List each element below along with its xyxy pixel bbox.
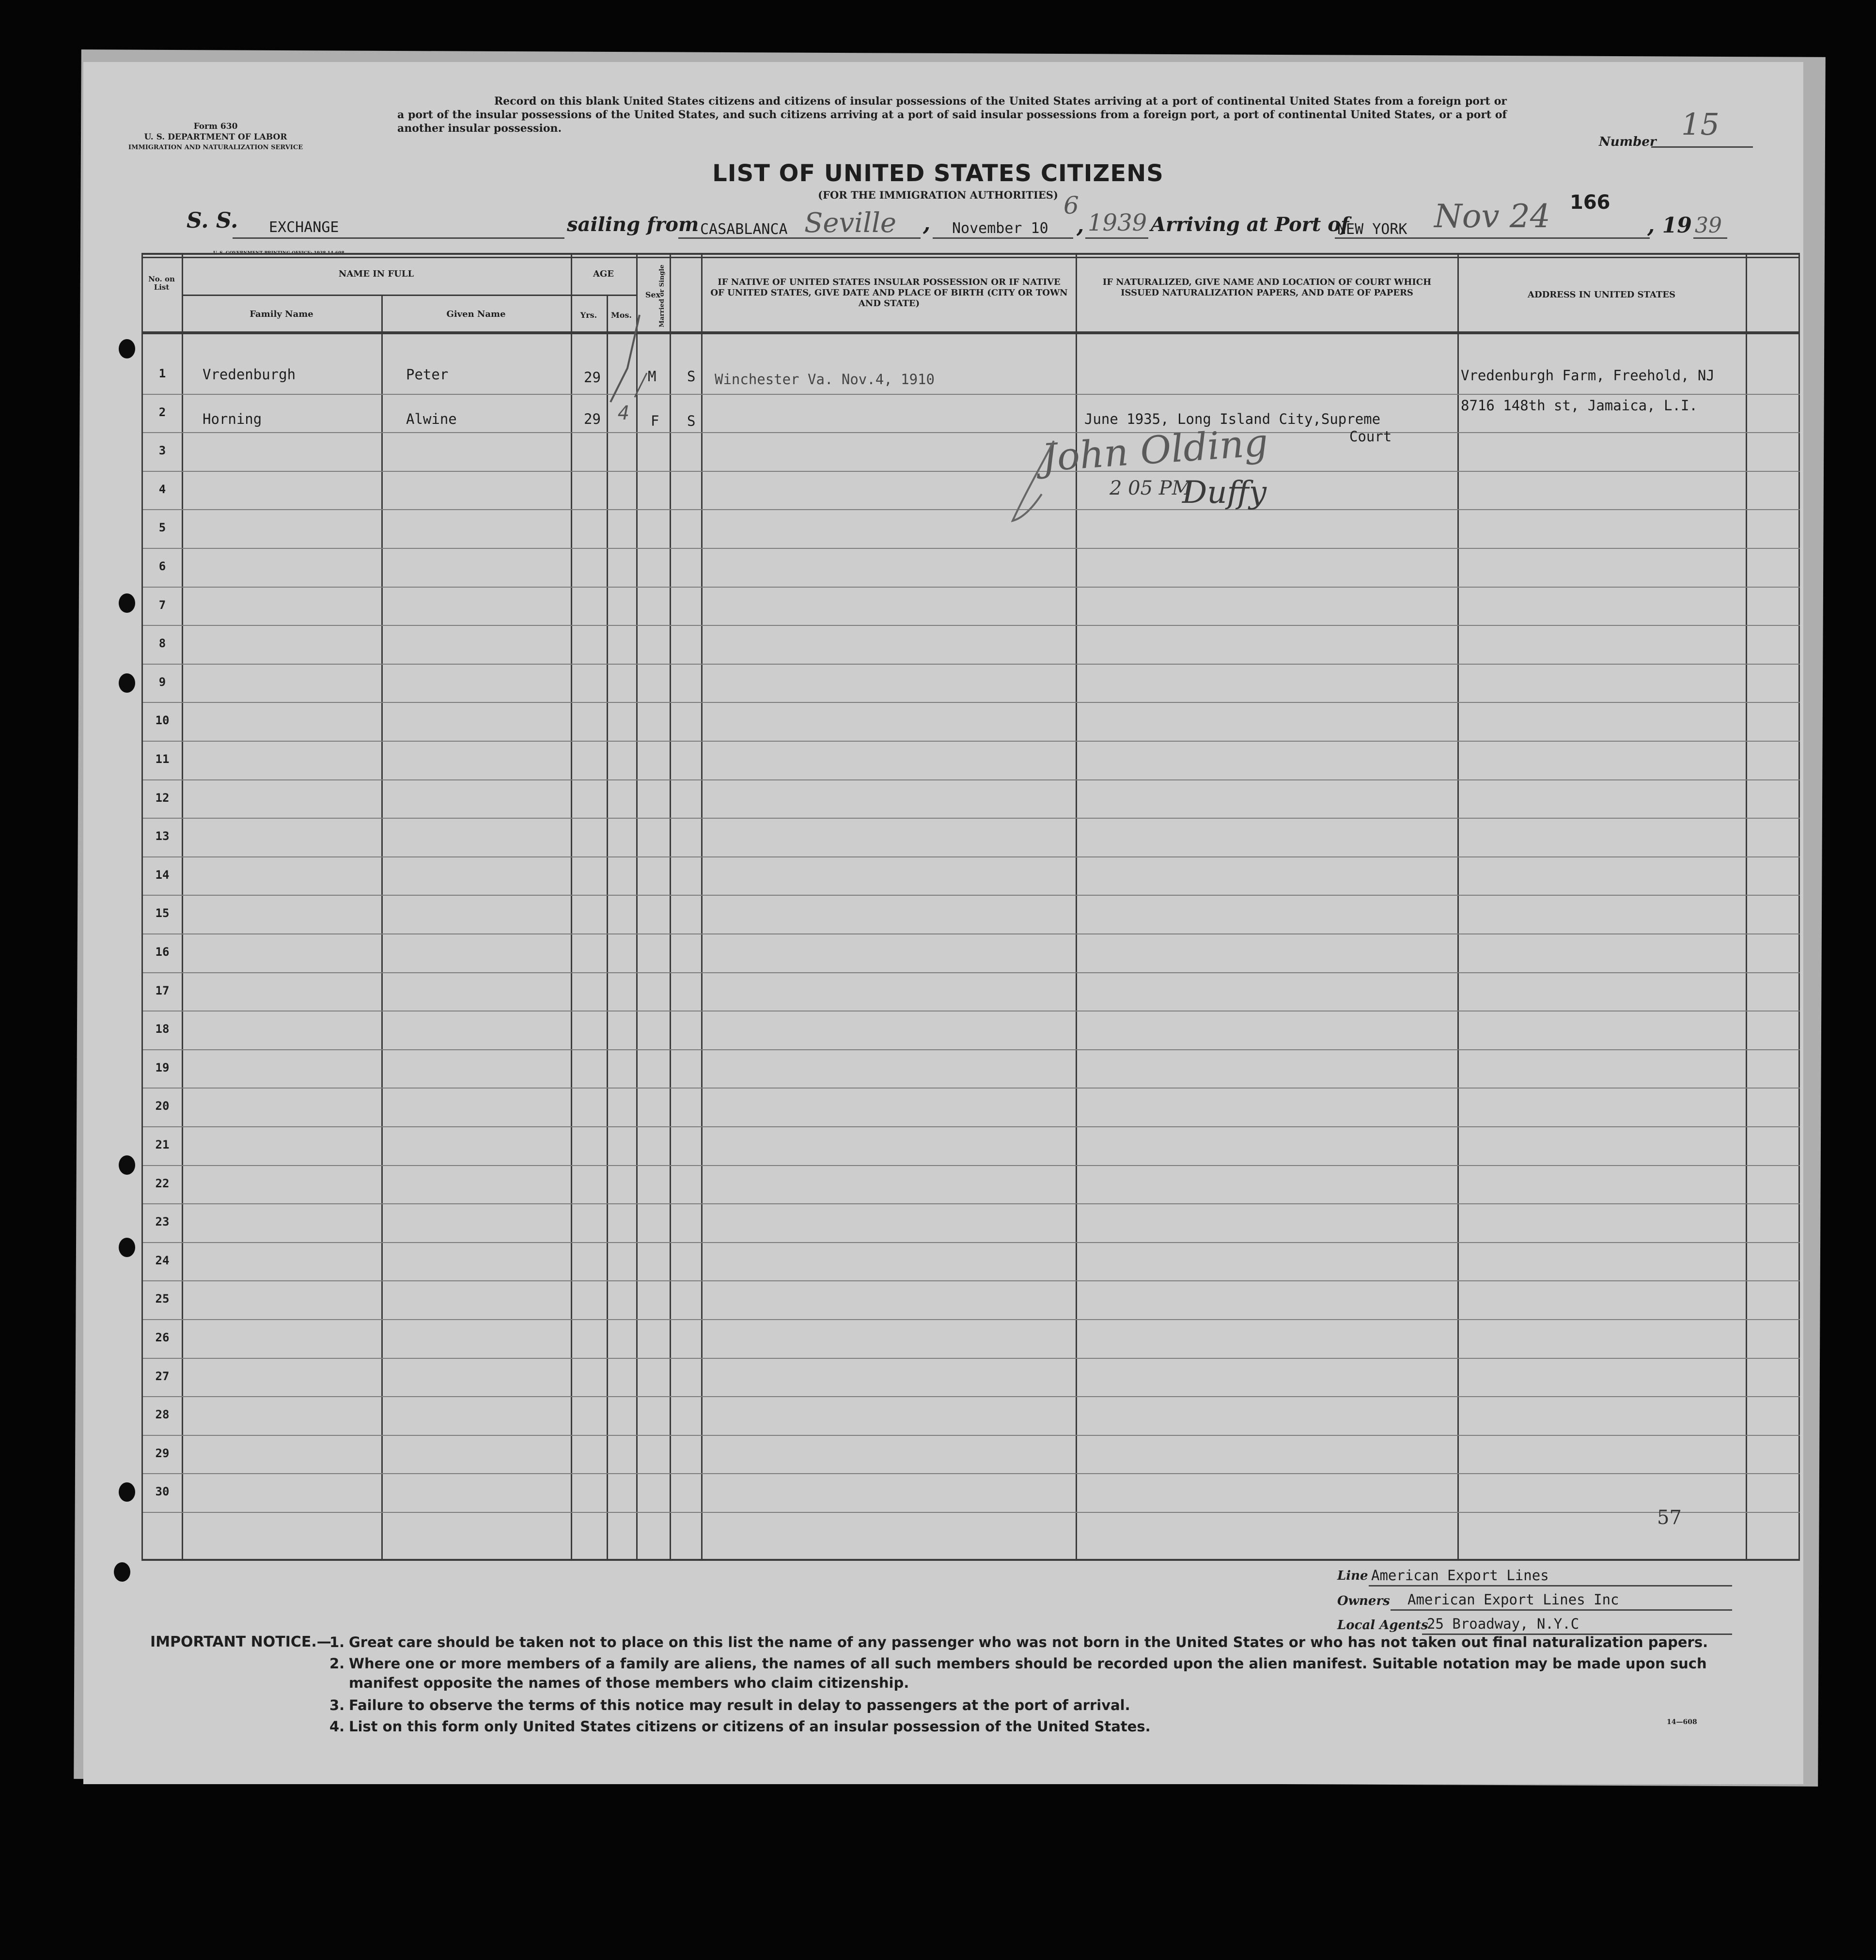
column-divider xyxy=(607,296,608,1561)
punch-hole xyxy=(119,593,135,613)
form-identifier xyxy=(109,121,322,153)
row-number: 19 xyxy=(155,1061,170,1074)
birth-details: Winchester Va. Nov.4, 1910 xyxy=(715,371,935,388)
column-header-married: Married or Single xyxy=(658,264,666,327)
table-top-border xyxy=(143,257,1800,258)
row-number: 16 xyxy=(155,945,170,959)
column-header-given: Given Name xyxy=(446,309,506,319)
arrival-year: 39 xyxy=(1695,213,1722,238)
line-value: American Export Lines xyxy=(1371,1567,1549,1584)
name-subheader-line xyxy=(182,295,571,296)
header-bottom-border xyxy=(143,331,1800,334)
column-divider xyxy=(182,253,183,1561)
us-address: 8716 148th st, Jamaica, L.I. xyxy=(1461,397,1698,414)
row-number: 12 xyxy=(155,791,170,805)
row-rule xyxy=(143,856,1800,857)
row-rule xyxy=(143,1165,1800,1166)
notice-item xyxy=(329,1654,1739,1693)
comma: , xyxy=(1077,213,1084,238)
row-rule xyxy=(143,1358,1800,1359)
row-rule xyxy=(143,933,1800,934)
row-rule xyxy=(143,1088,1800,1089)
row-rule xyxy=(143,972,1800,973)
row-rule xyxy=(143,548,1800,549)
row-number: 21 xyxy=(155,1138,170,1151)
marital-status: S xyxy=(687,368,696,385)
row-number: 14 xyxy=(155,868,170,882)
column-header-yrs: Yrs. xyxy=(580,311,597,320)
row-rule xyxy=(143,394,1800,395)
row-number: 13 xyxy=(155,829,170,843)
owners-underline xyxy=(1391,1609,1732,1611)
column-header-naturalized: IF NATURALIZED, GIVE NAME AND LOCATION OF COURT WHICH ISSUED NATURALIZATION PAPERS, AND DATE OF PAPERS xyxy=(1102,277,1432,298)
family-name: Vredenburgh xyxy=(203,366,296,383)
row-rule xyxy=(143,625,1800,626)
row-number: 30 xyxy=(155,1485,170,1498)
notice-item-text: Where one or more members of a family are aliens, the names of all such members should be recorded upon the alien manifest. Suitable notation may be made upon such manifest opposite the names of those members who claim citizenship. xyxy=(349,1655,1707,1691)
column-divider xyxy=(636,253,638,1561)
column-header-age: AGE xyxy=(593,269,614,279)
row-rule xyxy=(143,1049,1800,1050)
arriving-label-text: Arriving at Port of xyxy=(1151,213,1349,236)
row-number: 29 xyxy=(155,1447,170,1460)
row-rule xyxy=(143,1126,1800,1127)
column-header-address: ADDRESS IN UNITED STATES xyxy=(1528,290,1675,300)
column-divider xyxy=(571,253,572,1561)
page-subtitle: (FOR THE IMMIGRATION AUTHORITIES) xyxy=(818,189,1058,201)
sailing-label: sailing from xyxy=(567,213,699,236)
sex: F xyxy=(651,413,659,429)
notice-item xyxy=(329,1633,1739,1652)
page-count: 57 xyxy=(1657,1507,1682,1529)
year-prefix: , 19 xyxy=(1647,213,1692,238)
row-rule xyxy=(143,702,1800,703)
column-header-native: IF NATIVE OF UNITED STATES INSULAR POSSESSION OR IF NATIVE OF UNITED STATES, GIVE DATE AND PLACE OF BIRTH (CITY OR TOWN AND STATE) xyxy=(710,277,1068,309)
row-number: 5 xyxy=(158,521,166,534)
year-line xyxy=(1085,237,1148,239)
row-number: 18 xyxy=(155,1022,170,1036)
row-rule xyxy=(143,587,1800,588)
notice-lead: IMPORTANT NOTICE.— xyxy=(150,1633,331,1650)
notice-item xyxy=(329,1696,1739,1715)
row-number: 9 xyxy=(158,675,166,689)
row-number: 15 xyxy=(155,906,170,920)
row-number: 7 xyxy=(158,598,166,612)
column-header-sex: Sex xyxy=(645,290,661,299)
document-number: 166 xyxy=(1570,191,1610,214)
service-name: IMMIGRATION AND NATURALIZATION SERVICE xyxy=(128,144,303,151)
column-divider xyxy=(701,253,703,1561)
row-rule xyxy=(143,1435,1800,1436)
column-header-name: NAME IN FULL xyxy=(338,269,414,279)
page-title: LIST OF UNITED STATES CITIZENS xyxy=(712,160,1164,187)
agents-value: 25 Broadway, N.Y.C xyxy=(1427,1616,1579,1632)
signature-2: Duffy xyxy=(1182,475,1267,511)
row-number: 8 xyxy=(158,637,166,650)
row-number: 17 xyxy=(155,984,170,997)
notice-item-text: Failure to observe the terms of this notice may result in delay to passengers at the port of arrival. xyxy=(349,1697,1130,1713)
row-rule xyxy=(143,741,1800,742)
row-rule xyxy=(143,1242,1800,1243)
port-from: CASABLANCA xyxy=(700,221,788,238)
row-number: 26 xyxy=(155,1331,170,1344)
signature: John Olding xyxy=(1040,420,1270,481)
age-subheader-line xyxy=(571,295,636,296)
row-number: 28 xyxy=(155,1408,170,1421)
punch-hole xyxy=(114,1562,130,1582)
column-divider xyxy=(670,253,671,1561)
row-number: 27 xyxy=(155,1369,170,1383)
row-number: 22 xyxy=(155,1177,170,1190)
punch-hole xyxy=(119,339,135,358)
notice-item-number: 4. xyxy=(329,1718,345,1735)
punch-hole xyxy=(119,1238,135,1257)
row-number: 3 xyxy=(158,444,166,457)
age-years: 29 xyxy=(584,369,601,386)
column-divider xyxy=(1746,253,1747,1561)
row-rule xyxy=(143,432,1800,433)
us-address: Vredenburgh Farm, Freehold, NJ xyxy=(1461,367,1715,384)
sailing-date: November 10 xyxy=(952,220,1048,237)
row-rule xyxy=(143,1280,1800,1281)
sailing-year: 1939 xyxy=(1088,209,1147,236)
row-rule xyxy=(143,1203,1800,1204)
column-divider xyxy=(1457,253,1459,1561)
marital-status: S xyxy=(687,413,696,429)
naturalization-details: June 1935, Long Island City,Supreme xyxy=(1084,411,1381,427)
row-rule xyxy=(143,664,1800,665)
column-header-family: Family Name xyxy=(250,309,313,319)
row-number: 1 xyxy=(158,367,166,380)
age-months: 4 xyxy=(618,402,630,424)
row-number: 11 xyxy=(155,752,170,766)
comma: , xyxy=(923,211,931,236)
row-number: 6 xyxy=(158,560,166,573)
row-rule xyxy=(143,818,1800,819)
row-rule xyxy=(143,509,1800,510)
column-header-mos: Mos. xyxy=(611,311,632,320)
notice-item-text: List on this form only United States citizens or citizens of an insular possession of the United States. xyxy=(349,1718,1151,1735)
port-to: NEW YORK xyxy=(1337,221,1407,238)
notice-item-number: 1. xyxy=(329,1634,345,1650)
row-rule xyxy=(143,779,1800,780)
ship-name: EXCHANGE xyxy=(269,219,339,236)
intro-text: Record on this blank United States citizens and citizens of insular possessions of the United States arriving at a port of continental United States from a foreign port or a port of the insular possessions of the United States, and such citizens arriving at a port of said insular possessions from a foreign port, a port of continental United States, or a port of another insular possession. xyxy=(397,95,1507,135)
naturalization-details-cont: Court xyxy=(1349,428,1392,445)
column-header-no: No. on List xyxy=(148,275,175,292)
notice-item-number: 3. xyxy=(329,1697,345,1713)
row-rule xyxy=(143,1319,1800,1320)
notice-item-number: 2. xyxy=(329,1655,345,1672)
table-bottom-border xyxy=(143,1559,1800,1561)
form-code: 14—608 xyxy=(1667,1718,1697,1726)
punch-hole xyxy=(119,1482,135,1502)
time-note: 2 05 PM xyxy=(1110,477,1192,499)
agents-label: Local Agents xyxy=(1337,1618,1428,1633)
row-number: 10 xyxy=(155,714,170,727)
row-rule xyxy=(143,895,1800,896)
ss-label: S. S. xyxy=(187,208,238,233)
arriving-label xyxy=(1151,213,1349,236)
arrival-date-handwritten: Nov 24 xyxy=(1434,198,1550,235)
column-divider xyxy=(1798,253,1800,1561)
row-number: 2 xyxy=(158,405,166,419)
notice-item xyxy=(329,1717,1739,1736)
owners-label: Owners xyxy=(1337,1594,1390,1608)
number-line xyxy=(1651,146,1753,148)
row-rule xyxy=(143,1396,1800,1397)
ship-line xyxy=(233,237,564,239)
date-line xyxy=(933,237,1073,239)
age-years: 29 xyxy=(584,411,601,427)
row-number: 4 xyxy=(158,482,166,496)
row-number: 24 xyxy=(155,1254,170,1267)
line-label: Line xyxy=(1337,1569,1368,1583)
form-number: Form 630 xyxy=(193,122,238,131)
manifest-sheet xyxy=(83,62,1803,1784)
table-top-border xyxy=(143,253,1800,255)
row-rule xyxy=(143,471,1800,472)
year-prefix-text: 19 xyxy=(1662,213,1692,238)
port-from-handwritten: Seville xyxy=(804,207,897,239)
sailing-date-handwritten: 6 xyxy=(1063,191,1079,219)
notice-item-text: Great care should be taken not to place on this list the name of any passenger who was not born in the United States or who has not taken out final naturalization papers. xyxy=(349,1634,1708,1650)
given-name: Peter xyxy=(406,366,449,383)
row-number: 25 xyxy=(155,1292,170,1306)
row-number: 20 xyxy=(155,1099,170,1113)
column-divider xyxy=(381,296,383,1561)
number-value: 15 xyxy=(1681,107,1720,142)
owners-value: American Export Lines Inc xyxy=(1407,1591,1619,1608)
department-name: U. S. DEPARTMENT OF LABOR xyxy=(144,132,287,142)
row-rule xyxy=(143,1512,1800,1513)
line-underline xyxy=(1369,1585,1732,1587)
number-label: Number xyxy=(1599,135,1657,149)
checkmark-stroke xyxy=(601,310,657,407)
row-rule xyxy=(143,1473,1800,1474)
punch-hole xyxy=(119,1155,135,1175)
family-name: Horning xyxy=(203,411,262,427)
given-name: Alwine xyxy=(406,411,457,427)
row-number: 23 xyxy=(155,1215,170,1229)
sex: M xyxy=(648,368,657,385)
punch-hole xyxy=(119,673,135,693)
signature-stroke xyxy=(1008,436,1066,528)
